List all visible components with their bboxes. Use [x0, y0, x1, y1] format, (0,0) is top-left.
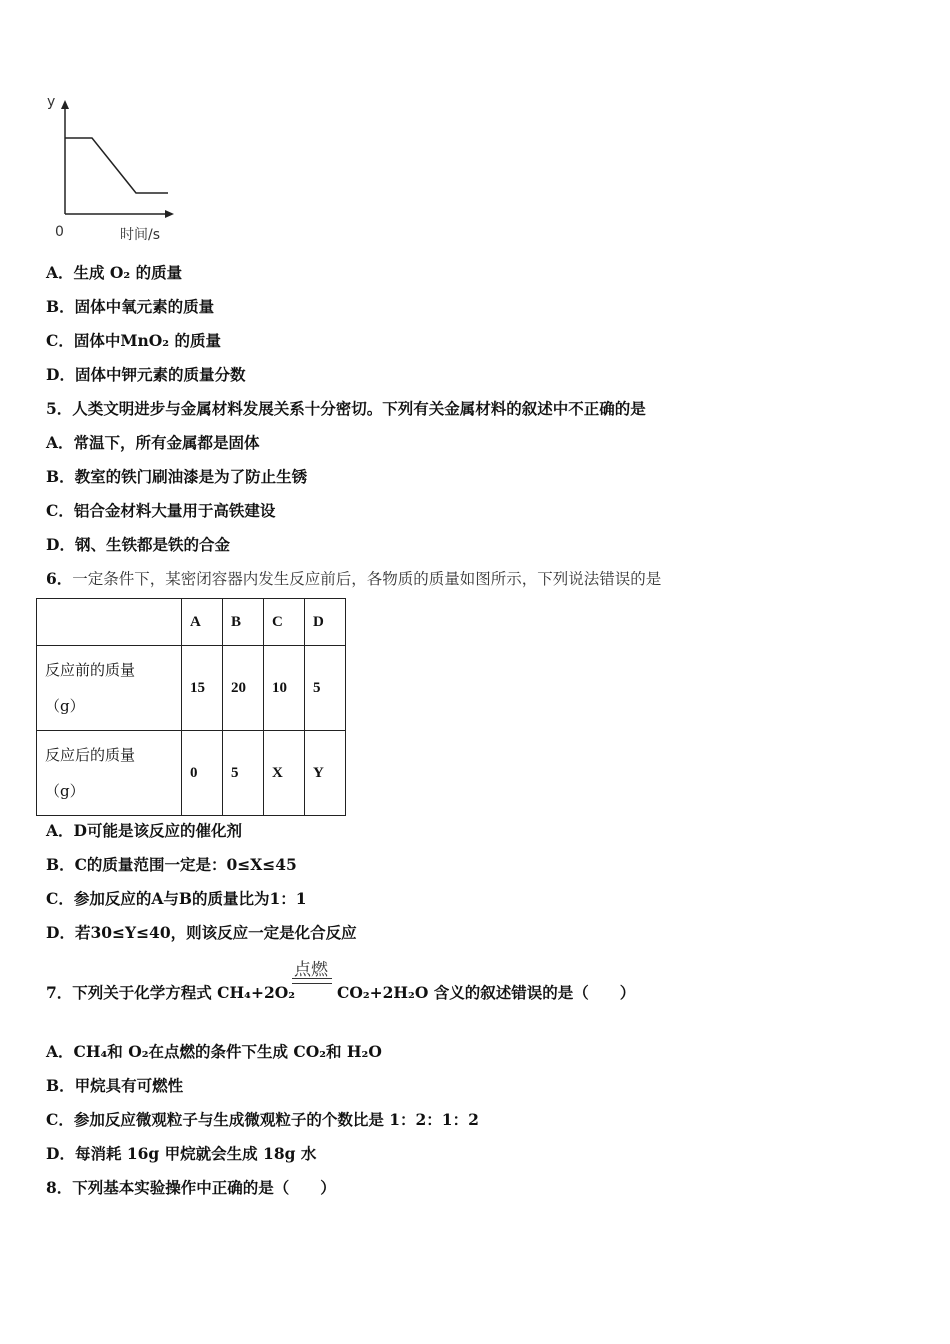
q4-option-a: A．生成 O₂ 的质量 [46, 263, 183, 282]
table-row [37, 731, 346, 816]
q4-option-b: B．固体中氧元素的质量 [46, 297, 215, 316]
q6-option-a: A．D可能是该反应的催化剂 [46, 821, 242, 840]
table-cell: 10 [264, 646, 305, 731]
table-row-label [37, 646, 182, 731]
table-row [37, 646, 346, 731]
q5-stem: 5．人类文明进步与金属材料发展关系十分密切。下列有关金属材料的叙述中不正确的是 [46, 399, 646, 418]
q5-option-c: C．铝合金材料大量用于高铁建设 [46, 501, 276, 520]
reaction-condition: 点燃 [294, 960, 328, 980]
q4-option-d: D．固体中钾元素的质量分数 [46, 365, 246, 384]
q6-option-b: B．C的质量范围一定是：0≤X≤45 [46, 855, 297, 874]
table-cell: 0 [182, 731, 223, 816]
table-cell: 15 [182, 646, 223, 731]
table-cell: 5 [223, 731, 264, 816]
table-cell: 5 [305, 646, 346, 731]
q7-option-a: A．CH₄和 O₂在点燃的条件下生成 CO₂和 H₂O [46, 1042, 382, 1061]
row-label-text: 反应后的质量 [45, 746, 136, 764]
row-label-text: 反应前的质量 [45, 661, 136, 679]
mass-table [36, 598, 346, 816]
q6-number: 6． [46, 569, 73, 588]
q7-option-d: D．每消耗 16g 甲烷就会生成 18g 水 [46, 1144, 317, 1163]
y-axis-arrow [61, 100, 69, 109]
q6-option-d: D．若30≤Y≤40，则该反应一定是化合反应 [46, 923, 357, 942]
table-cell: X [264, 731, 305, 816]
table-row-label [37, 731, 182, 816]
reaction-equals-sign [292, 978, 332, 984]
table-header-b: B [223, 599, 264, 646]
table-cell: Y [305, 731, 346, 816]
q5-option-d: D．钢、生铁都是铁的合金 [46, 535, 230, 554]
q5-option-b: B．教室的铁门刷油漆是为了防止生锈 [46, 467, 308, 486]
table-header-blank [37, 599, 182, 646]
q7-stem-after: CO₂+2H₂O 含义的叙述错误的是（ ） [337, 983, 636, 1002]
x-axis-arrow [165, 210, 174, 218]
graph-curve [65, 138, 168, 193]
row-label-unit: （g） [45, 782, 85, 800]
q6-option-c: C．参加反应的A与B的质量比为1：1 [46, 889, 307, 908]
q7-option-b: B．甲烷具有可燃性 [46, 1076, 184, 1095]
table-header-c: C [264, 599, 305, 646]
q6-stem [46, 567, 661, 589]
table-cell: 20 [223, 646, 264, 731]
q4-option-c: C．固体中MnO₂ 的质量 [46, 331, 221, 350]
x-axis-label: 时间/s [120, 227, 161, 243]
q6-stem-text: 一定条件下，某密闭容器内发生反应前后，各物质的质量如图所示，下列说法错误的是 [72, 570, 662, 588]
y-axis-label: y [47, 94, 56, 110]
q5-option-a: A．常温下，所有金属都是固体 [46, 433, 260, 452]
table-header-a: A [182, 599, 223, 646]
q8-stem: 8．下列基本实验操作中正确的是（ ） [46, 1178, 336, 1197]
table-header-row [37, 599, 346, 646]
row-label-unit: （g） [45, 697, 85, 715]
q7-option-c: C．参加反应微观粒子与生成微观粒子的个数比是 1：2：1：2 [46, 1110, 479, 1129]
origin-label: 0 [55, 224, 64, 240]
q7-stem-before: 7．下列关于化学方程式 CH₄+2O₂ [46, 983, 296, 1002]
table-header-d: D [305, 599, 346, 646]
